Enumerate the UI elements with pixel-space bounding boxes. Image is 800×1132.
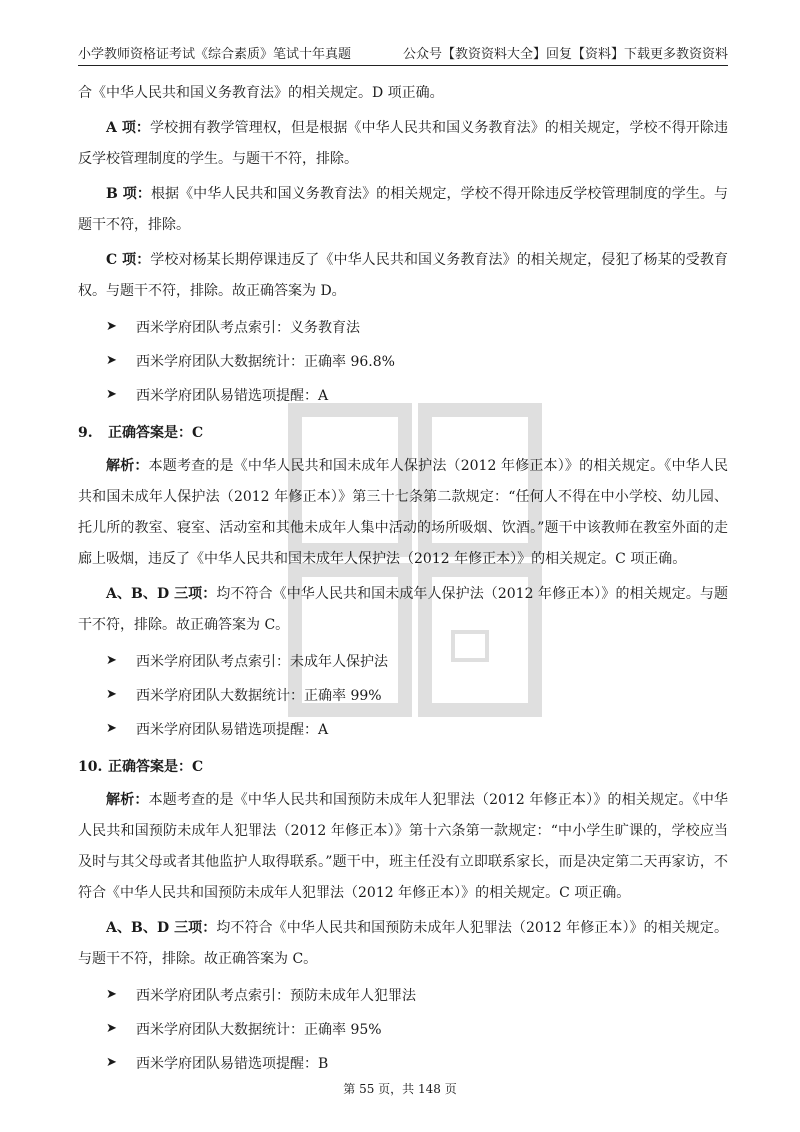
arrow-bullet-icon: ➤ xyxy=(106,721,117,736)
bullet-text: 西米学府团队易错选项提醒：B xyxy=(136,1055,329,1072)
list-item xyxy=(78,679,728,710)
question-10-other-options xyxy=(78,913,728,975)
arrow-bullet-icon: ➤ xyxy=(106,687,117,702)
arrow-bullet-icon: ➤ xyxy=(106,1055,117,1070)
question-9-analysis xyxy=(78,451,728,575)
bullet-text: 西米学府团队考点索引：未成年人保护法 xyxy=(136,653,388,670)
option-a-text: 学校拥有教学管理权，但是根据《中华人民共和国义务教育法》的相关规定，学校不得开除违反学校管理制度的学生。与题干不符，排除。 xyxy=(78,120,728,167)
other-options-text: 均不符合《中华人民共和国未成年人保护法（2012 年修正本）》的相关规定。与题干不符，排除。故正确答案为 C。 xyxy=(78,586,728,633)
continuation-text: 合《中华人民共和国义务教育法》的相关规定。D 项正确。 xyxy=(78,85,444,101)
list-item xyxy=(78,645,728,676)
other-options-label: A、B、D 三项： xyxy=(106,920,217,936)
bullet-text: 西米学府团队易错选项提醒：A xyxy=(136,721,329,738)
option-c-label: C 项： xyxy=(106,252,151,268)
list-item xyxy=(78,311,728,342)
page-content xyxy=(78,78,728,1081)
list-item xyxy=(78,1013,728,1044)
arrow-bullet-icon: ➤ xyxy=(106,387,117,402)
arrow-bullet-icon: ➤ xyxy=(106,987,117,1002)
arrow-bullet-icon: ➤ xyxy=(106,653,117,668)
bullet-text: 西米学府团队大数据统计：正确率 95% xyxy=(136,1021,382,1038)
bullet-text: 西米学府团队大数据统计：正确率 96.8% xyxy=(136,353,395,370)
bullet-text: 西米学府团队考点索引：预防未成年人犯罪法 xyxy=(136,987,416,1004)
list-item xyxy=(78,713,728,744)
list-item xyxy=(78,345,728,376)
question-10-analysis xyxy=(78,785,728,909)
question-9-number: 9. xyxy=(78,425,93,441)
option-c-explanation xyxy=(78,245,728,307)
other-options-label: A、B、D 三项： xyxy=(106,586,217,602)
option-b-text: 根据《中华人民共和国义务教育法》的相关规定，学校不得开除违反学校管理制度的学生。与题干不符，排除。 xyxy=(78,186,728,233)
option-a-explanation xyxy=(78,113,728,175)
analysis-label: 解析： xyxy=(106,792,149,808)
arrow-bullet-icon: ➤ xyxy=(106,319,117,334)
list-item xyxy=(78,1047,728,1078)
bullet-text: 西米学府团队大数据统计：正确率 99% xyxy=(136,687,382,704)
question-10-answer: 正确答案是：C xyxy=(108,759,204,775)
question-10-heading xyxy=(78,752,728,783)
page-number: 第 55 页，共 148 页 xyxy=(343,1082,457,1096)
question-9-answer: 正确答案是：C xyxy=(108,425,204,441)
option-a-label: A 项： xyxy=(106,120,151,136)
option-b-label: B 项： xyxy=(106,186,151,202)
list-item xyxy=(78,979,728,1010)
question-9-other-options xyxy=(78,579,728,641)
other-options-text: 均不符合《中华人民共和国预防未成年人犯罪法（2012 年修正本）》的相关规定。与题干不符，排除。故正确答案为 C。 xyxy=(78,920,728,967)
list-item xyxy=(78,379,728,410)
arrow-bullet-icon: ➤ xyxy=(106,1021,117,1036)
option-b-explanation xyxy=(78,179,728,241)
option-c-text: 学校对杨某长期停课违反了《中华人民共和国义务教育法》的相关规定，侵犯了杨某的受教育权。与题干不符，排除。故正确答案为 D。 xyxy=(78,252,728,299)
arrow-bullet-icon: ➤ xyxy=(106,353,117,368)
question-10-number: 10. xyxy=(78,759,103,775)
bullet-text: 西米学府团队考点索引：义务教育法 xyxy=(136,319,360,336)
bullet-text: 西米学府团队易错选项提醒：A xyxy=(136,387,329,404)
analysis-label: 解析： xyxy=(106,458,149,474)
header-right-promo: 公众号【教资资料大全】回复【资料】下载更多教资资料 xyxy=(402,47,728,62)
header-left-title: 小学教师资格证考试《综合素质》笔试十年真题 xyxy=(78,47,352,62)
analysis-text: 本题考查的是《中华人民共和国未成年人保护法（2012 年修正本）》的相关规定。《中华人民共和国未成年人保护法（2012 年修正本）》第三十七条第二款规定：“任何人不得在中小学校、幼儿园、托儿所的教室、寝室、活动室和其他未成年人集中活动的场所吸烟、饮酒。”题干中该教师在教室外面的走廊上吸烟，违反了《中华人民共和国未成年人保护法（2012 年修正本）》的相关规定。C 项正确。 xyxy=(78,458,729,567)
analysis-text: 本题考查的是《中华人民共和国预防未成年人犯罪法（2012 年修正本）》的相关规定。《中华人民共和国预防未成年人犯罪法（2012 年修正本）》第十六条第一款规定：“中小学生旷课的，学校应当及时与其父母或者其他监护人取得联系。”题干中，班主任没有立即联系家长，而是决定第二天再家访，不符合《中华人民共和国预防未成年人犯罪法（2012 年修正本）》的相关规定。C 项正确。 xyxy=(78,792,729,901)
question-9-heading xyxy=(78,418,728,449)
page-header xyxy=(78,40,728,66)
